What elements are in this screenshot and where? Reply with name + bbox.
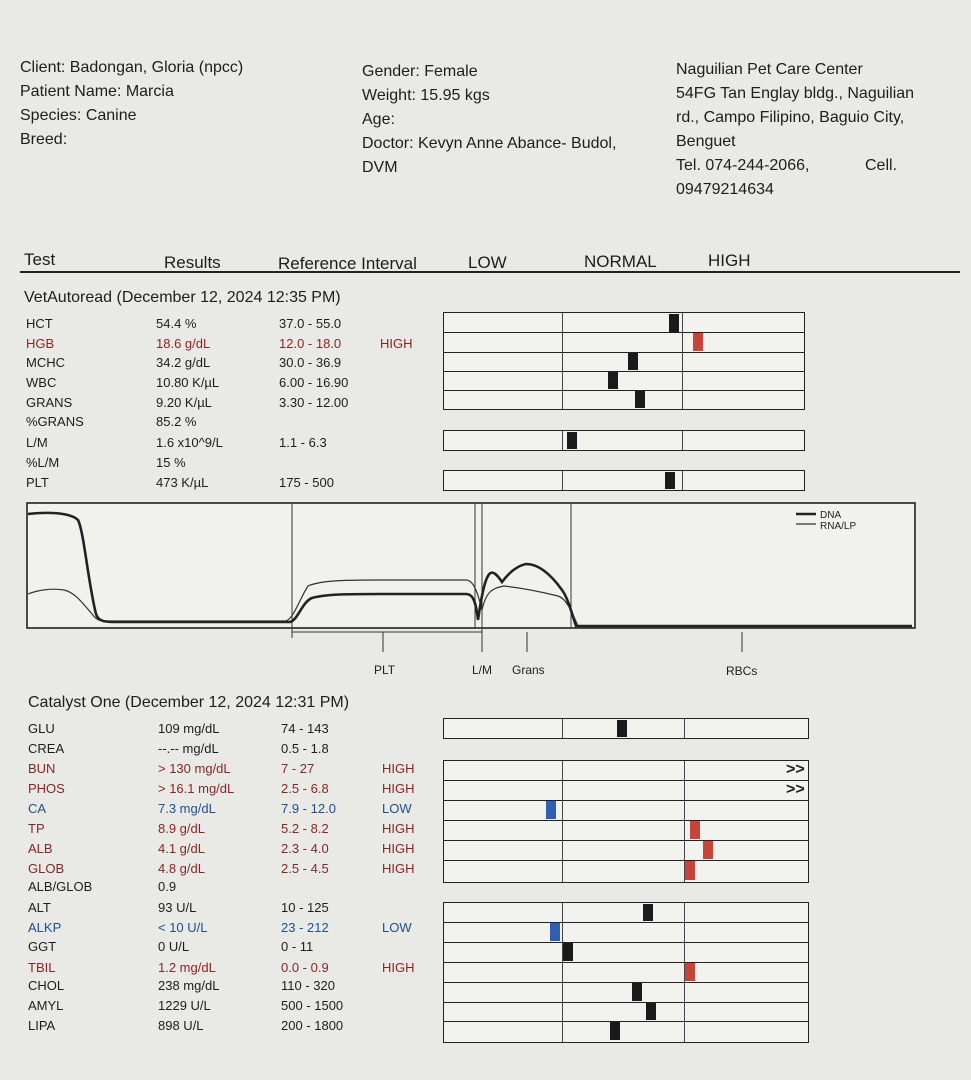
breed: Breed: (20, 131, 68, 148)
test-value: 473 K/µL (156, 475, 209, 490)
range-bar-lm (443, 430, 805, 451)
clinic-address-2: rd., Campo Filipino, Baguio City, (676, 109, 905, 126)
range-marker-tbil (685, 963, 695, 981)
result-row-alkp (28, 918, 428, 938)
result-row-alb (28, 839, 428, 859)
result-row-ca (28, 799, 428, 819)
test-ref: 2.5 - 4.5 (281, 861, 329, 876)
test-value: 93 U/L (158, 900, 197, 915)
test-value: 10.80 K/µL (156, 375, 220, 390)
result-row-pct-lm (26, 453, 426, 473)
result-row-hct (26, 314, 426, 334)
clinic-tel: Tel. 074-244-2066, (676, 157, 810, 174)
range-marker-alkp (550, 923, 560, 941)
test-flag: HIGH (382, 841, 415, 856)
test-ref: 0 - 11 (281, 939, 314, 954)
client-name: Client: Badongan, Gloria (npcc) (20, 59, 244, 76)
legend-dna-label: DNA (820, 510, 842, 521)
test-name: ALB (28, 841, 53, 856)
patient-info-block (362, 60, 616, 180)
test-value: 1.2 mg/dL (158, 960, 216, 975)
range-marker-amyl (646, 1003, 656, 1020)
clinic-info-block (676, 58, 914, 202)
test-name: TBIL (28, 960, 56, 975)
result-row-lipa (28, 1016, 428, 1036)
range-marker-bun: >> (786, 761, 805, 778)
range-bar-plt (443, 470, 805, 491)
range-bar-group-cbc (443, 312, 805, 410)
result-row-plt (26, 473, 426, 493)
test-flag: LOW (382, 920, 412, 935)
clinic-name: Naguilian Pet Care Center (676, 61, 863, 78)
test-ref: 0.5 - 1.8 (281, 741, 329, 756)
range-marker-ggt (563, 943, 573, 961)
test-ref: 5.2 - 8.2 (281, 821, 329, 836)
doctor-line1: Doctor: Kevyn Anne Abance- Budol, (362, 135, 617, 152)
test-ref: 6.00 - 16.90 (279, 375, 349, 390)
test-ref: 3.30 - 12.00 (279, 395, 349, 410)
range-marker-grans (635, 391, 645, 408)
test-value: 4.8 g/dL (158, 861, 205, 876)
test-ref: 10 - 125 (281, 900, 329, 915)
test-name: ALT (28, 900, 51, 915)
test-name: CREA (28, 741, 65, 756)
result-row-ggt (28, 937, 428, 957)
col-test: Test (24, 250, 56, 269)
species: Species: Canine (20, 107, 137, 124)
test-name: AMYL (28, 998, 64, 1013)
test-value: 34.2 g/dL (156, 355, 211, 370)
range-marker-wbc (608, 372, 618, 389)
col-low: LOW (468, 253, 507, 272)
test-value: < 10 U/L (158, 920, 208, 935)
range-bar-glu (443, 718, 809, 739)
test-value: 4.1 g/dL (158, 841, 205, 856)
test-name: TP (28, 821, 45, 836)
test-value: 15 % (156, 455, 186, 470)
range-marker-alb (703, 841, 713, 859)
test-name: GLU (28, 721, 55, 736)
axis-label-lm: L/M (472, 663, 493, 677)
test-ref: 74 - 143 (281, 721, 329, 736)
test-ref: 0.0 - 0.9 (281, 960, 329, 975)
doctor-line2: DVM (362, 159, 398, 176)
test-value: 54.4 % (156, 316, 197, 331)
test-name: GRANS (26, 395, 73, 410)
test-value: > 16.1 mg/dL (158, 781, 235, 796)
range-marker-hct (669, 314, 679, 332)
axis-label-grans: Grans (512, 663, 545, 677)
result-row-amyl (28, 996, 428, 1016)
range-marker-lm (567, 432, 577, 449)
test-flag: LOW (382, 801, 412, 816)
legend-rna-label: RNA/LP (820, 521, 857, 532)
test-value: 7.3 mg/dL (158, 801, 216, 816)
range-marker-glob (685, 861, 695, 880)
test-name: HCT (26, 316, 53, 331)
result-row-mchc (26, 353, 426, 373)
test-ref: 7.9 - 12.0 (281, 801, 336, 816)
col-reference: Reference Interval (278, 254, 417, 273)
test-ref: 7 - 27 (281, 761, 315, 776)
test-value: 0 U/L (158, 939, 190, 954)
col-results: Results (164, 253, 221, 272)
test-name: ALB/GLOB (28, 879, 93, 894)
result-row-glu (28, 719, 428, 739)
test-ref: 110 - 320 (281, 978, 335, 993)
result-row-hgb (26, 334, 426, 354)
result-row-glob (28, 859, 428, 879)
result-row-wbc (26, 373, 426, 393)
axis-label-plt: PLT (374, 663, 396, 677)
test-flag: HIGH (382, 861, 415, 876)
test-value: 109 mg/dL (158, 721, 220, 736)
test-name: CHOL (28, 978, 65, 993)
test-value: > 130 mg/dL (158, 761, 231, 776)
test-name: %L/M (26, 455, 60, 470)
test-ref: 200 - 1800 (281, 1018, 344, 1033)
test-name: BUN (28, 761, 56, 776)
gender: Gender: Female (362, 63, 478, 80)
col-high: HIGH (708, 251, 751, 270)
range-marker-tp (690, 821, 700, 839)
test-name: GGT (28, 939, 57, 954)
test-value: 8.9 g/dL (158, 821, 205, 836)
range-marker-hgb (693, 333, 703, 351)
test-flag: HIGH (382, 821, 415, 836)
range-marker-phos: >> (786, 781, 805, 798)
range-bar-group-chem2 (443, 902, 809, 1043)
catalyst-title: Catalyst One (December 12, 2024 12:31 PM) (28, 694, 350, 711)
test-ref: 37.0 - 55.0 (279, 316, 342, 331)
test-ref: 30.0 - 36.9 (279, 355, 342, 370)
axis-label-rbcs: RBCs (726, 664, 758, 678)
test-value: --.-- mg/dL (158, 741, 219, 756)
range-marker-chol (632, 983, 642, 1001)
test-flag: HIGH (382, 781, 415, 796)
test-value: 0.9 (158, 879, 177, 894)
patient-name: Patient Name: Marcia (20, 83, 174, 100)
result-row-tp (28, 819, 428, 839)
result-row-grans (26, 393, 426, 413)
test-name: PLT (26, 475, 49, 490)
result-row-tbil (28, 958, 428, 978)
result-row-chol (28, 976, 428, 996)
test-ref: 23 - 212 (281, 920, 329, 935)
test-value: 85.2 % (156, 414, 197, 429)
test-value: 1.6 x10^9/L (156, 435, 223, 450)
vetautoread-title: VetAutoread (December 12, 2024 12:35 PM) (24, 289, 341, 306)
test-value: 1229 U/L (158, 998, 211, 1013)
age: Age: (362, 111, 395, 128)
range-marker-mchc (628, 353, 638, 370)
client-info-block (20, 56, 243, 152)
test-name: L/M (26, 435, 48, 450)
range-marker-glu (617, 720, 627, 737)
test-value: 18.6 g/dL (156, 336, 211, 351)
range-marker-lipa (610, 1022, 620, 1040)
test-value: 238 mg/dL (158, 978, 220, 993)
histogram-frame (27, 503, 915, 628)
test-name: ALKP (28, 920, 62, 935)
test-ref: 2.5 - 6.8 (281, 781, 329, 796)
clinic-phone-row (676, 154, 914, 178)
test-name: WBC (26, 375, 57, 390)
range-marker-ca (546, 801, 556, 819)
test-name: LIPA (28, 1018, 56, 1033)
test-value: 898 U/L (158, 1018, 204, 1033)
result-row-lm (26, 433, 426, 453)
header-divider (20, 271, 960, 273)
result-row-pct-grans (26, 412, 426, 432)
result-row-alb-glob (28, 877, 428, 897)
test-value: 9.20 K/µL (156, 395, 212, 410)
test-ref: 1.1 - 6.3 (279, 435, 327, 450)
test-name: PHOS (28, 781, 65, 796)
cell-distribution-histogram (26, 502, 918, 662)
clinic-cell-number: 09479214634 (676, 181, 774, 198)
range-marker-alt (643, 904, 653, 921)
test-flag: HIGH (382, 960, 415, 975)
weight: Weight: 15.95 kgs (362, 87, 490, 104)
result-row-bun (28, 759, 428, 779)
clinic-address-3: Benguet (676, 133, 736, 150)
test-ref: 12.0 - 18.0 (279, 336, 342, 351)
result-row-crea (28, 739, 428, 759)
test-name: GLOB (28, 861, 65, 876)
test-name: CA (28, 801, 47, 816)
test-name: MCHC (26, 355, 65, 370)
test-ref: 175 - 500 (279, 475, 334, 490)
test-name: HGB (26, 336, 55, 351)
test-flag: HIGH (380, 336, 413, 351)
range-marker-plt (665, 472, 675, 489)
test-flag: HIGH (382, 761, 415, 776)
col-normal: NORMAL (584, 252, 657, 271)
test-ref: 2.3 - 4.0 (281, 841, 329, 856)
range-bar-group-chem1 (443, 760, 809, 883)
clinic-cell-label: Cell. (865, 157, 898, 174)
result-row-phos (28, 779, 428, 799)
test-name: %GRANS (26, 414, 84, 429)
result-row-alt (28, 898, 428, 918)
clinic-address-1: 54FG Tan Englay bldg., Naguilian (676, 85, 915, 102)
test-ref: 500 - 1500 (281, 998, 344, 1013)
